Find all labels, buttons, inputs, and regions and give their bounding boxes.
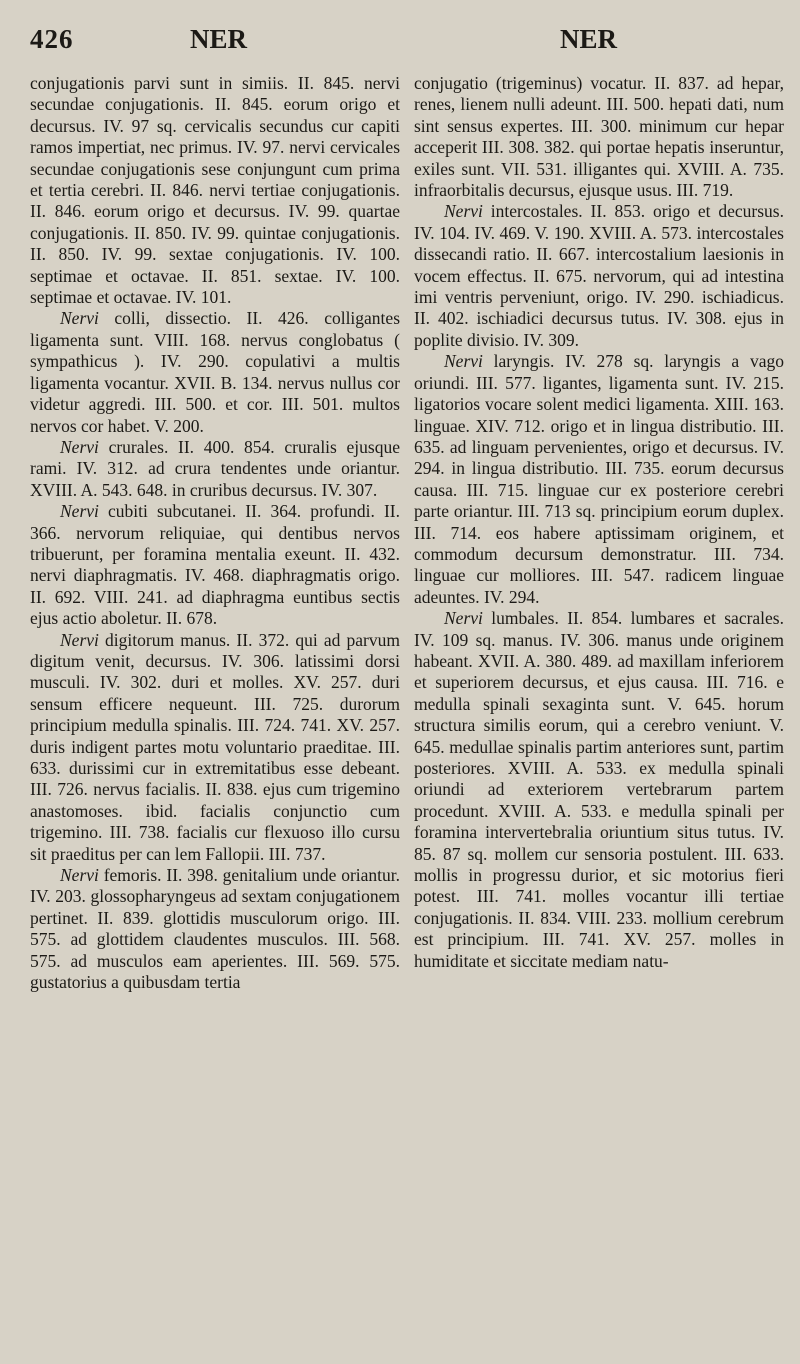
index-entry (30, 308, 400, 436)
entry-headword: Nervi (60, 629, 99, 650)
index-entry (414, 608, 784, 972)
entry-text: crurales. II. 400. 854. cruralis ejusque rami. IV. 312. ad crura tendentes unde oriantur. XVIII. A. 543. 648. in cruribus decursus. IV. 307. (30, 436, 400, 500)
entry-headword: Nervi (444, 201, 483, 222)
entry-text: lumbales. II. 854. lumbares et sacrales. IV. 109 sq. manus. IV. 306. manus unde originem habeant. XVII. A. 380. 489. ad maxillam inferiorem et superiorem decursus, et ejus causa. III. 716. e medulla spinali sexaginta sunt. V. 645. horum structura similis eorum, qui a cerebro veniunt. V. 645. medullae spinalis partim anteriores sunt, partim posteriores. XVIII. A. 533. ex medulla spinali oriundi ad exteriorem vertebrarum partem procedunt. XVIII. A. 533. e medulla spinali per foramina intervertebralia oriuntium situs tutus. IV. 85. 87 sq. mollem cur sensoria postulent. III. 633. mollis in progressu durior, et sic motorius fieri potest. III. 741. molles vocantur illi tertiae conjugationis. II. 834. VIII. 233. mollium cerebrum est principium. III. 741. XV. 257. molles in humiditate et siccitate mediam natu- (414, 608, 784, 971)
index-entry (30, 865, 400, 993)
entry-text: digitorum manus. II. 372. qui ad parvum digitum venit, decursus. IV. 306. latissimi dorsi musculi. IV. 302. duri et molles. XV. 257. duri sensum efficere nequeunt. III. 725. durorum principium medulla spinalis. III. 724. 741. XV. 257. duris indigent partes motu voluntario praeditae. III. 633. durissimi cur in extremitatibus esse debeant. III. 726. nervus facialis. II. 838. ejus cum trigemino anastomoses. ibid. facialis conjunctio cum trigemino. III. 738. facialis cur flexuoso illo cursu sit praeditus per can lem Fallopii. III. 737. (30, 629, 400, 864)
entry-text: colli, dissectio. II. 426. colligantes ligamenta sunt. VIII. 168. nervus conglobatus ( sympathicus ). IV. 290. copulativi a multis ligamenta vocantur. XVII. B. 134. nervus nullus cor videtur aggredi. III. 500. et cor. III. 501. multos nervos cor habet. V. 200. (30, 308, 400, 436)
index-paragraph (414, 73, 784, 201)
entry-headword: Nervi (60, 436, 99, 457)
left-column (30, 73, 400, 993)
entry-text: conjugatio (trigeminus) vocatur. II. 837. ad hepar, renes, lienem nulli adeunt. III. 500. hepati dati, num sint sensus expertes. III. 300. minimum cur hepar acceperit III. 308. 382. qui portae hepatis inseruntur, exiles sunt. VII. 531. illigantes qui. XVIII. A. 735. infraorbitalis decursus, ejusque usus. III. 719. (414, 73, 784, 201)
entry-text: conjugationis parvi sunt in simiis. II. 845. nervi secundae conjugationis. II. 845. eorum origo et decursus. IV. 97 sq. cervicalis secundus cur capiti ramos impertiat, nec primus. IV. 97. nervi cervicales secundae conjugationis sese conjungunt cum prima et tertia cerebri. II. 846. nervi tertiae conjugationis. II. 846. eorum origo et decursus. IV. 99. quartae conjugationis. II. 850. IV. 99. quintae conjugationis. II. 850. IV. 99. sextae conjugationis. IV. 100. septimae et octavae. II. 851. sextae. IV. 100. septimae et octavae. IV. 101. (30, 73, 400, 308)
index-entry (30, 501, 400, 629)
entry-text: femoris. II. 398. genitalium unde oriantur. IV. 203. glossopharyngeus ad sextam conjugationem pertinet. II. 839. glottidis musculorum origo. III. 575. ad glottidem claudentes musculos. III. 568. 575. ad musculos eam aperientes. III. 569. 575. gustatorius a quibusdam tertia (30, 865, 400, 993)
index-entry (414, 351, 784, 608)
entry-headword: Nervi (60, 501, 99, 522)
index-entry (414, 201, 784, 351)
index-paragraph (30, 73, 400, 308)
running-head-right: NER (560, 24, 618, 54)
column-divider (404, 70, 405, 1350)
right-column (414, 73, 784, 972)
running-head-left: NER (190, 24, 248, 54)
page-header (0, 24, 800, 60)
entry-headword: Nervi (444, 608, 483, 629)
index-entry (30, 437, 400, 501)
entry-text: intercostales. II. 853. origo et decursus. IV. 104. IV. 469. V. 190. XVIII. A. 573. intercostales dissecandi ratio. II. 667. intercostalium laesionis in vocem effectus. II. 675. nervorum, qui ad intestina imi ventris perveniunt, origo. IV. 290. ischiadicus. II. 402. ischiadici decursus tutus. IV. 308. ejus in poplite divisio. IV. 309. (414, 201, 784, 350)
entry-headword: Nervi (60, 865, 99, 886)
page-number: 426 (30, 24, 74, 54)
entry-headword: Nervi (60, 308, 99, 329)
entry-text: cubiti subcutanei. II. 364. profundi. II. 366. nervorum reliquiae, qui dentibus nervos tribuerunt, per foramina mentalia exeunt. II. 432. nervi diaphragmatis. IV. 468. diaphragmatis origo. II. 692. VIII. 241. ad diaphragma euntibus sectis ejus actio aboletur. II. 678. (30, 501, 400, 629)
entry-headword: Nervi (444, 351, 483, 372)
entry-text: laryngis. IV. 278 sq. laryngis a vago oriundi. III. 577. ligantes, ligamenta sunt. IV. 215. ligatorios vocare solent medici ligamenta. XIII. 163. linguae. XIV. 712. origo et in lingua distributio. III. 635. ad linguam pervenientes, origo et decursus. IV. 294. in lingua distributio. III. 735. eorum decursus causa. III. 715. linguae cur ex posteriore cerebri parte oriantur. III. 713 sq. principium eorum duplex. III. 714. eos habere aptissimam originem, et commodum decursum demonstratur. III. 734. linguae cur molliores. III. 547. radicem linguae adeuntes. IV. 294. (414, 351, 784, 607)
index-entry (30, 630, 400, 865)
